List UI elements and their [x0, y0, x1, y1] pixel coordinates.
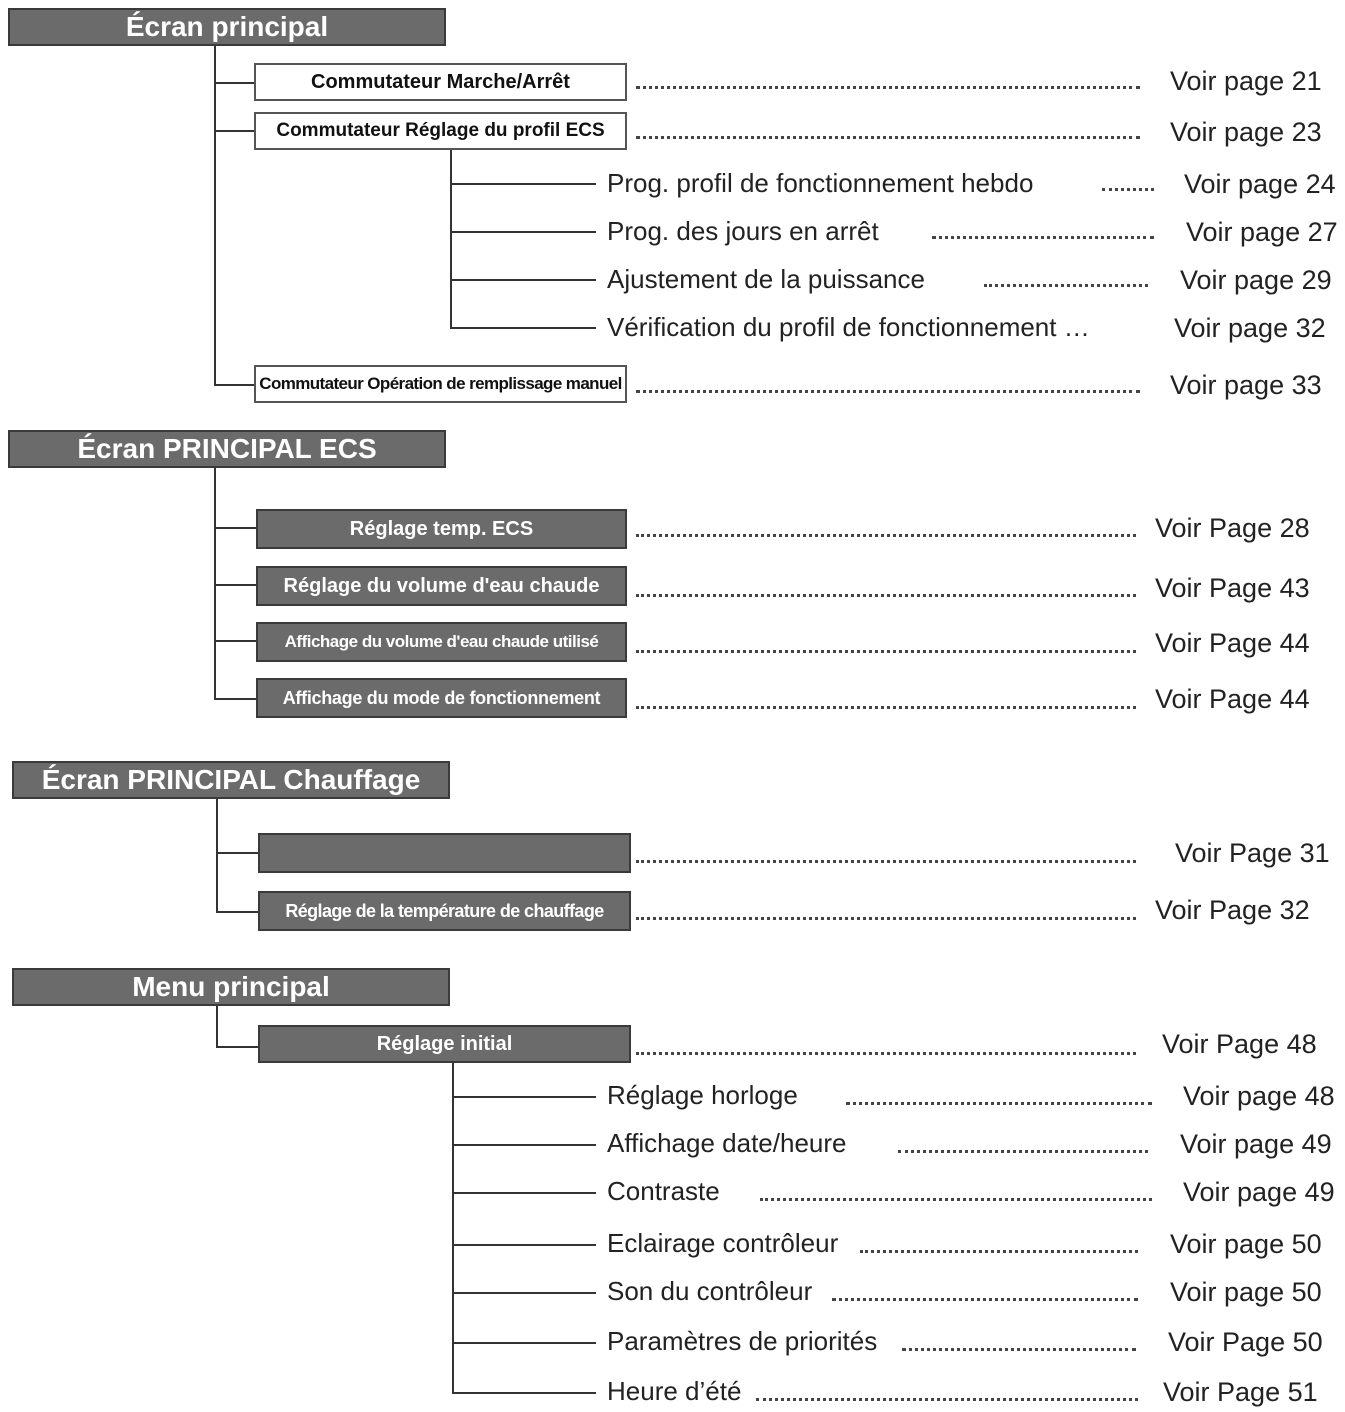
page-ref: Voir page 48 — [1183, 1081, 1335, 1111]
page-ref: Voir Page 48 — [1162, 1029, 1317, 1059]
leader-dots — [760, 1198, 1152, 1201]
leader-dots — [1102, 188, 1154, 191]
tree-connector — [216, 799, 218, 913]
item-affichage-volume-utilise[interactable]: Affichage du volume d'eau chaude utilisé — [256, 622, 627, 662]
page-ref: Voir page 50 — [1170, 1229, 1322, 1259]
tree-connector — [450, 231, 596, 233]
section-header-ecran-principal-chauffage: Écran PRINCIPAL Chauffage — [12, 761, 450, 799]
item-reglage-temperature-chauffage[interactable]: Réglage de la température de chauffage — [258, 891, 631, 931]
tree-connector — [214, 584, 256, 586]
section-header-ecran-principal-ecs: Écran PRINCIPAL ECS — [8, 430, 446, 468]
leader-dots — [636, 594, 1136, 597]
page-ref: Voir Page 50 — [1168, 1327, 1323, 1357]
tree-connector — [450, 183, 596, 185]
leader-dots — [636, 650, 1136, 653]
leader-dots — [636, 390, 1140, 393]
subitem-prog-profil-hebdo[interactable]: Prog. profil de fonctionnement hebdo — [607, 168, 1034, 198]
tree-connector — [452, 1292, 596, 1294]
leader-dots — [636, 860, 1136, 863]
leader-dots — [756, 1398, 1138, 1401]
leader-dots — [636, 1052, 1136, 1055]
leader-dots — [860, 1250, 1138, 1253]
subitem-son-controleur[interactable]: Son du contrôleur — [607, 1276, 813, 1306]
tree-connector — [216, 911, 258, 913]
page-ref: Voir Page 43 — [1155, 573, 1310, 603]
page-ref: Voir page 24 — [1184, 169, 1336, 199]
tree-connector — [214, 130, 254, 132]
item-reglage-temp-ecs[interactable]: Réglage temp. ECS — [256, 509, 627, 549]
tree-connector — [450, 279, 596, 281]
tree-connector — [452, 1244, 596, 1246]
page-ref: Voir Page 44 — [1155, 684, 1310, 714]
leader-dots — [636, 706, 1136, 709]
tree-connector — [450, 327, 596, 329]
leader-dots — [636, 917, 1136, 920]
subitem-parametres-priorites[interactable]: Paramètres de priorités — [607, 1326, 878, 1356]
subitem-eclairage-controleur[interactable]: Eclairage contrôleur — [607, 1228, 839, 1258]
page-ref: Voir page 29 — [1180, 265, 1332, 295]
subitem-prog-jours-arret[interactable]: Prog. des jours en arrêt — [607, 216, 879, 246]
tree-connector — [452, 1342, 596, 1344]
page-ref: Voir page 23 — [1170, 117, 1322, 147]
item-reglage-volume-eau-chaude[interactable]: Réglage du volume d'eau chaude — [256, 566, 627, 606]
tree-connector — [214, 82, 254, 84]
subitem-heure-ete[interactable]: Heure d’été — [607, 1376, 742, 1406]
page-ref: Voir page 32 — [1174, 313, 1326, 343]
page-ref: Voir page 49 — [1183, 1177, 1335, 1207]
page-ref: Voir Page 51 — [1163, 1377, 1318, 1407]
leader-dots — [832, 1298, 1138, 1301]
leader-dots — [636, 86, 1140, 89]
leader-dots — [932, 236, 1154, 239]
subitem-reglage-horloge[interactable]: Réglage horloge — [607, 1080, 798, 1110]
tree-connector — [452, 1192, 596, 1194]
leader-dots — [898, 1150, 1148, 1153]
item-commutateur-marche-arret[interactable]: Commutateur Marche/Arrêt — [254, 63, 627, 101]
page-ref: Voir page 33 — [1170, 370, 1322, 400]
page-ref: Voir page 27 — [1186, 217, 1338, 247]
section-header-menu-principal: Menu principal — [12, 968, 450, 1006]
tree-connector — [214, 384, 254, 386]
tree-connector — [452, 1144, 596, 1146]
tree-connector — [216, 852, 258, 854]
leader-dots — [902, 1348, 1136, 1351]
subitem-affichage-date-heure[interactable]: Affichage date/heure — [607, 1128, 847, 1158]
tree-connector — [216, 1006, 218, 1048]
item-commutateur-remplissage-manuel[interactable]: Commutateur Opération de remplissage manuel — [254, 365, 627, 403]
tree-connector — [452, 1392, 596, 1394]
tree-connector — [216, 1046, 258, 1048]
page-ref: Voir page 50 — [1170, 1277, 1322, 1307]
tree-connector — [452, 1096, 596, 1098]
page-ref: Voir Page 31 — [1175, 838, 1330, 868]
leader-dots — [984, 284, 1148, 287]
tree-connector — [214, 640, 256, 642]
item-reglage-initial[interactable]: Réglage initial — [258, 1025, 631, 1063]
tree-connector — [214, 698, 256, 700]
tree-connector — [214, 527, 256, 529]
tree-connector — [452, 1063, 454, 1394]
page-ref: Voir Page 44 — [1155, 628, 1310, 658]
item-commutateur-reglage-profil-ecs[interactable]: Commutateur Réglage du profil ECS — [254, 112, 627, 150]
page-ref: Voir page 21 — [1170, 66, 1322, 96]
leader-dots — [636, 534, 1136, 537]
page-ref: Voir Page 28 — [1155, 513, 1310, 543]
subitem-ajustement-puissance[interactable]: Ajustement de la puissance — [607, 264, 925, 294]
item-affichage-mode-fonctionnement[interactable]: Affichage du mode de fonctionnement — [256, 678, 627, 718]
item-chauffage-blank[interactable] — [258, 833, 631, 873]
tree-connector — [450, 150, 452, 328]
page-ref: Voir page 49 — [1180, 1129, 1332, 1159]
section-header-ecran-principal: Écran principal — [8, 8, 446, 46]
leader-dots — [846, 1102, 1152, 1105]
page-ref: Voir Page 32 — [1155, 895, 1310, 925]
subitem-contraste[interactable]: Contraste — [607, 1176, 720, 1206]
leader-dots — [636, 136, 1140, 139]
subitem-verification-profil[interactable]: Vérification du profil de fonctionnement … — [607, 312, 1090, 342]
tree-connector — [214, 46, 216, 386]
